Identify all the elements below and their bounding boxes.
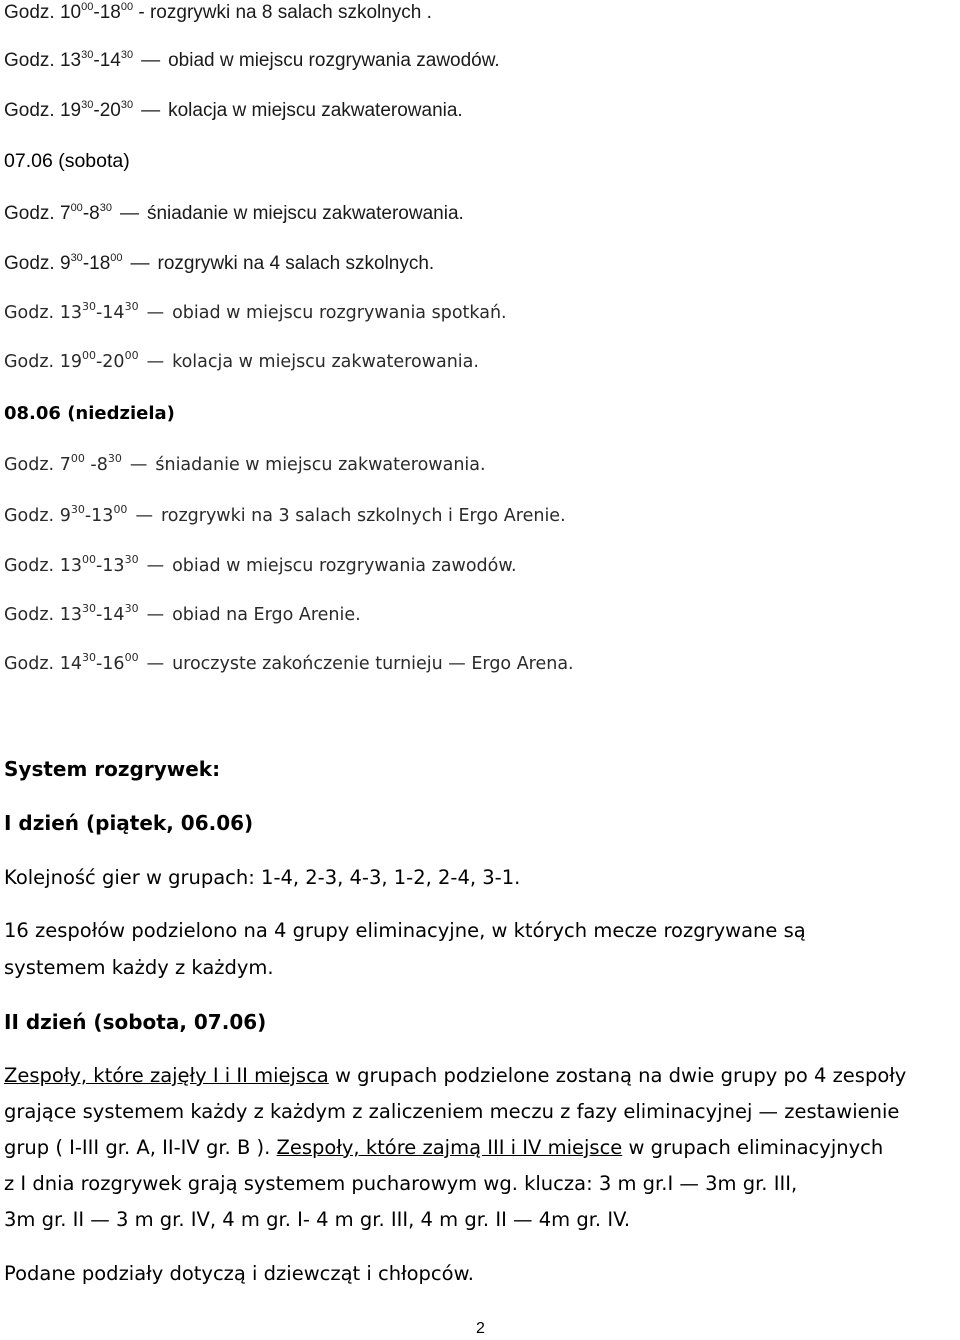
underlined-phrase: Zespoły, które zajmą III i IV miejsce — [276, 1136, 623, 1159]
day-heading-saturday: 07.06 (sobota) — [4, 150, 130, 172]
schedule-line: Godz. $13^{30}-14^{30}$ — obiad na Ergo Arenie. — [4, 602, 361, 625]
day2-paragraph-line: z I dnia rozgrywek grają systemem pucharowym wg. klucza: 3 m gr.I — 3m gr. III, — [4, 1172, 798, 1195]
underlined-phrase: Zespoły, które zajęły I i II miejsca — [4, 1064, 329, 1087]
day2-paragraph-line: grup ( I-III gr. A, II-IV gr. B ). Zespoły, które zajmą III i IV miejsce w grupach eliminacyjnych — [4, 1136, 884, 1159]
day1-order-text: Kolejność gier w grupach: 1-4, 2-3, 4-3, 1-2, 2-4, 3-1. — [4, 866, 521, 889]
day1-heading: I dzień (piątek, 06.06) — [4, 811, 254, 835]
schedule-line: Godz. $13^{30}-14^{30}$ — obiad w miejscu rozgrywania spotkań. — [4, 300, 507, 323]
schedule-line: Godz. $9^{30}-13^{00}$ — rozgrywki na 3 salach szkolnych i Ergo Arenie. — [4, 503, 566, 526]
schedule-line: Godz. $19^{30}-20^{30}$ — kolacja w miejscu zakwaterowania. — [4, 99, 463, 121]
schedule-line: Godz. $7^{00}-8^{30}$ — śniadanie w miejscu zakwaterowania. — [4, 202, 464, 224]
schedule-line: Godz. $7^{00}$ $-8^{30}$ — śniadanie w miejscu zakwaterowania. — [4, 452, 486, 475]
schedule-line: Godz. $9^{30}-18^{00}$ — rozgrywki na 4 salach szkolnych. — [4, 252, 435, 274]
day-heading-sunday: 08.06 (niedziela) — [4, 403, 175, 424]
schedule-line: Godz. $13^{00}-13^{30}$ — obiad w miejscu rozgrywania zawodów. — [4, 553, 517, 576]
day1-groups-line: 16 zespołów podzielono na 4 grupy eliminacyjne, w których mecze rozgrywane są — [4, 919, 806, 942]
day1-groups-line: systemem każdy z każdym. — [4, 956, 274, 979]
day2-paragraph-line: 3m gr. II — 3 m gr. IV, 4 m gr. I- 4 m gr. III, 4 m gr. II — 4m gr. IV. — [4, 1208, 631, 1231]
closing-note: Podane podziały dotyczą i dziewcząt i chłopców. — [4, 1262, 474, 1285]
page-number: 2 — [476, 1320, 485, 1337]
section-heading: System rozgrywek: — [4, 757, 221, 781]
schedule-line: Godz. $14^{30}-16^{00}$ — uroczyste zakończenie turnieju — Ergo Arena. — [4, 651, 574, 674]
schedule-line: Godz. $13^{30}-14^{30}$ — obiad w miejscu rozgrywania zawodów. — [4, 49, 500, 71]
day2-paragraph-line: grające systemem każdy z każdym z zaliczeniem meczu z fazy eliminacyjnej — zestawienie — [4, 1100, 900, 1123]
day2-paragraph-line: Zespoły, które zajęły I i II miejsca w grupach podzielone zostaną na dwie grupy po 4 zespoły — [4, 1064, 907, 1087]
schedule-line: Godz. $10^{00}-18^{00}$ - rozgrywki na 8 salach szkolnych . — [4, 1, 432, 23]
day2-heading: II dzień (sobota, 07.06) — [4, 1010, 267, 1034]
schedule-line: Godz. $19^{00}-20^{00}$ — kolacja w miejscu zakwaterowania. — [4, 349, 479, 372]
